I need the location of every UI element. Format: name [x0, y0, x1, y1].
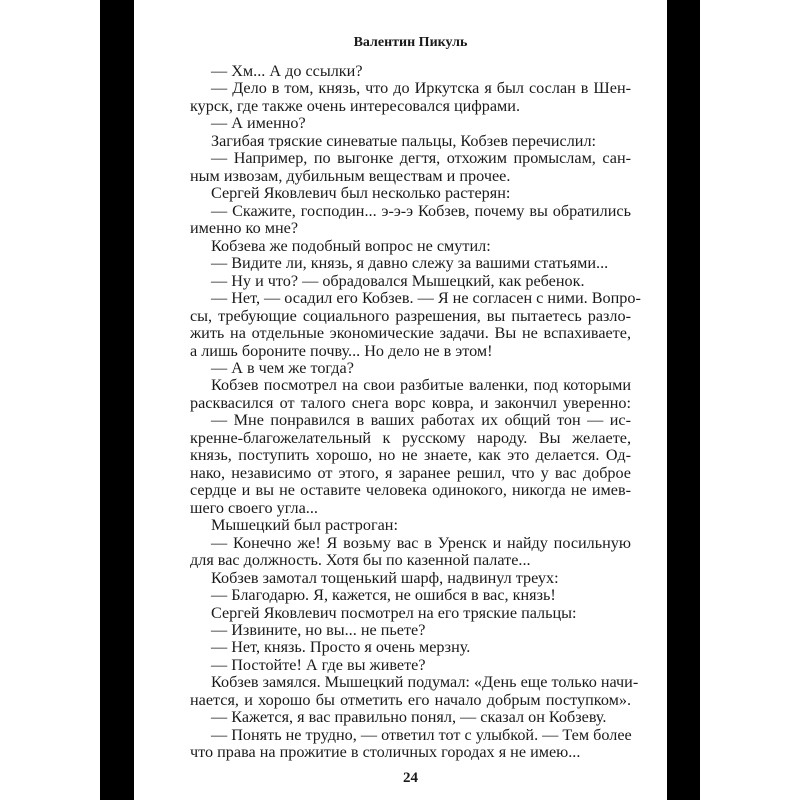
text-line: — Скажите, господин... э-э-э Кобзев, почему вы обратились: [211, 201, 631, 220]
page-number: 24: [403, 770, 418, 786]
text-line: Загибая тряские синеватые пальцы, Кобзев перечислил:: [211, 131, 597, 150]
text-line: — Мне понравился в ваших работах их общий тон — ис-: [211, 411, 631, 430]
page-body-text: [190, 62, 641, 762]
text-line: Мышецкий был растроган:: [211, 516, 398, 535]
text-line: князь, поступить хорошо, но не знаете, как это делается. Од-: [190, 446, 631, 465]
text-line: а лишь бороните почву... Но дело не в этом!: [190, 341, 493, 360]
text-line: нако, независимо от этого, я заранее решил, что у вас доброе: [190, 463, 631, 482]
text-line: — Кажется, я вас правильно понял, — сказал он Кобзеву.: [211, 708, 607, 727]
text-line: — А именно?: [211, 114, 306, 133]
text-line: ным извозам, дубильным веществам и прочее.: [190, 166, 511, 185]
text-line: — Нет, — осадил его Кобзев. — Я не согласен с ними. Вопро-: [211, 289, 641, 308]
text-line: — Например, по выгонке дегтя, отхожим промыслам, сан-: [211, 149, 631, 168]
text-line: Сергей Яковлевич посмотрел на его тряские пальцы:: [211, 603, 577, 622]
text-line: Кобзев замялся. Мышецкий подумал: «День еще только начи-: [211, 673, 639, 692]
text-line: жить на отдельные экономические задачи. Вы не вспахиваете,: [190, 324, 631, 343]
text-line: именно ко мне?: [190, 219, 299, 238]
text-line: нается, и хорошо бы отметить его начало добрым поступком».: [190, 690, 631, 709]
text-line: Кобзев посмотрел на свои разбитые валенки, под которыми: [211, 376, 631, 395]
text-line: — А в чем же тогда?: [211, 358, 354, 377]
text-line: — Извините, но вы... не пьете?: [211, 621, 426, 639]
text-line: курск, где также очень интересовался цифрами.: [190, 96, 520, 115]
text-line: шего своего угла...: [190, 498, 318, 517]
text-line: — Видите ли, князь, я давно слежу за вашими статьями...: [211, 254, 609, 273]
text-line: — Нет, князь. Просто я очень мерзну.: [211, 638, 471, 657]
text-line: Кобзева же подобный вопрос не смутил:: [211, 236, 491, 255]
text-line: сы, требующие социального разрешения, вы пытаетесь разло-: [190, 306, 631, 325]
text-line: — Понять не трудно, — ответил тот с улыбкой. — Тем более: [211, 725, 632, 744]
text-line: для вас должность. Хотя бы по казенной палате...: [190, 551, 531, 570]
text-line: — Ну и что? — обрадовался Мышецкий, как ребенок.: [211, 271, 585, 290]
text-line: кренне-благожелательный к русскому народу. Вы желаете,: [190, 428, 631, 447]
text-line: Кобзев замотал тощенький шарф, надвинул треух:: [211, 568, 559, 587]
text-line: сердце и вы не оставите человека одинокого, никогда не имев-: [190, 481, 631, 500]
scan-border-left: [100, 0, 134, 800]
scan-border-right: [667, 0, 700, 800]
text-line: — Дело в том, князь, что до Иркутска я был сослан в Шен-: [211, 79, 631, 98]
text-line: расквасился от талого снега ворс ковра, и закончил уверенно:: [190, 393, 631, 412]
text-line: — Конечно же! Я возьму вас в Уренск и найду посильную: [211, 533, 631, 552]
text-line: Сергей Яковлевич был несколько растерян:: [211, 184, 511, 203]
text-line: — Хм... А до ссылки?: [211, 62, 363, 80]
text-line: — Постойте! А где вы живете?: [211, 655, 426, 674]
text-line: что права на прожитие в столичных городах я не имею...: [190, 743, 581, 762]
running-head-author: Валентин Пикуль: [353, 35, 468, 50]
text-line: — Благодарю. Я, кажется, не ошибся в вас, князь!: [211, 586, 556, 605]
